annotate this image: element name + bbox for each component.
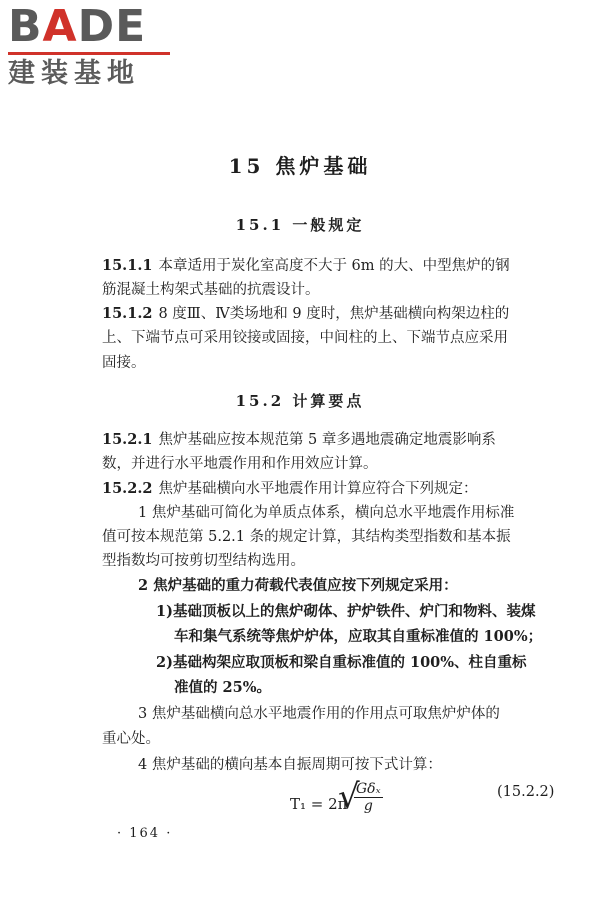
item-2-sub1-line2: 车和集气系统等焦炉炉体，应取其自重标准值的 100%； <box>174 628 543 645</box>
clause-text: 8 度Ⅲ、Ⅳ类场地和 9 度时，焦炉基础横向构架边柱的 <box>158 306 510 322</box>
page-number: · 164 · <box>117 826 173 841</box>
logo-letters-de: DE <box>77 1 147 52</box>
section-15-1-title: 15.1 一般规定 <box>235 216 365 234</box>
formula-denominator: g <box>363 798 373 814</box>
clause-15-1-2-line1 <box>102 304 509 324</box>
clause-text: 焦炉基础横向水平地震作用计算应符合下列规定： <box>158 481 478 497</box>
clause-number: 15.2.2 <box>102 480 153 497</box>
clause-15-1-1-line1 <box>102 256 510 276</box>
clause-text: 本章适用于炭化室高度不大于 6m 的大、中型焦炉的钢 <box>158 258 510 274</box>
clause-15-2-2-line1 <box>102 479 477 499</box>
clause-text: 焦炉基础应按本规范第 5 章多遇地震确定地震影响系 <box>158 432 496 448</box>
item-2-line1: 2 焦炉基础的重力荷载代表值应按下列规定采用： <box>138 577 458 594</box>
logo-brand <box>8 1 178 52</box>
clause-number: 15.1.2 <box>102 305 153 322</box>
section-15-2-title: 15.2 计算要点 <box>235 392 365 410</box>
clause-15-1-2-line2: 上、下端节点可采用铰接或固接，中间柱的上、下端节点应采用 <box>102 330 508 346</box>
chapter-title: 15 焦炉基础 <box>228 154 372 178</box>
logo <box>8 1 178 91</box>
clause-15-1-2-line3: 固接。 <box>102 355 146 371</box>
item-4-line1: 4 焦炉基础的横向基本自振周期可按下式计算： <box>138 757 442 773</box>
item-2-sub1-line1: 1)基础顶板以上的焦炉砌体、护炉铁件、炉门和物料、装煤 <box>156 603 536 620</box>
clause-number: 15.1.1 <box>102 257 153 274</box>
sqrt-symbol: √ <box>338 777 360 817</box>
item-1-line2: 值可按本规范第 5.2.1 条的规定计算，其结构类型指数和基本振 <box>102 529 511 545</box>
logo-subtitle: 建装基地 <box>8 58 140 89</box>
item-1-line1: 1 焦炉基础可简化为单质点体系，横向总水平地震作用标准 <box>138 505 515 521</box>
item-3-line2: 重心处。 <box>102 731 160 747</box>
logo-divider <box>8 52 170 55</box>
item-2-sub2-line2: 准值的 25%。 <box>174 679 272 696</box>
clause-15-2-1-line2: 数，并进行水平地震作用和作用效应计算。 <box>102 456 378 472</box>
logo-letter-a: A <box>42 1 78 52</box>
clause-15-1-1-line2: 筋混凝土构架式基础的抗震设计。 <box>102 282 320 298</box>
formula <box>290 777 381 817</box>
formula-numerator: Gδₓ <box>356 781 381 797</box>
equation-number: (15.2.2) <box>497 784 555 800</box>
item-2-sub2-line1: 2)基础构架应取顶板和梁自重标准值的 100%、柱自重标 <box>156 654 527 671</box>
formula-fraction <box>354 781 383 814</box>
clause-number: 15.2.1 <box>102 431 153 448</box>
item-3-line1: 3 焦炉基础横向总水平地震作用的作用点可取焦炉炉体的 <box>138 706 500 722</box>
formula-lhs: T₁ = 2π <box>290 795 348 813</box>
clause-15-2-1-line1 <box>102 430 496 450</box>
logo-letter-b: B <box>8 1 43 52</box>
item-1-line3: 型指数均可按剪切型结构选用。 <box>102 553 305 569</box>
